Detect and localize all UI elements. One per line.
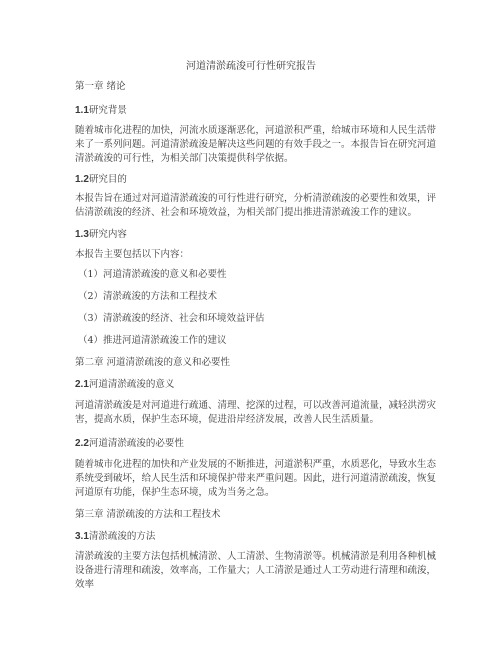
list-item: （1）河道清淤疏浚的意义和必要性 <box>78 269 227 280</box>
paragraph-1-1: 随着城市化进程的加快，河流水质逐渐恶化，河道淤积严重，给城市环境和人民生活带来了一系列问题。河道清淤疏浚是解决这些问题的有效手段之一。本报告旨在研究河道清淤疏浚的可行性，为相关部门决策提供科学依据。 <box>75 125 437 164</box>
section-2-2-heading <box>75 437 184 451</box>
list-item: （3）清淤疏浚的经济、社会和环境效益评估 <box>78 313 265 324</box>
section-1-3-heading <box>75 228 127 242</box>
section-3-1-heading <box>75 530 155 544</box>
section-number: 1.1 <box>75 105 89 116</box>
chapter-1-heading: 第一章 绪论 <box>75 81 126 92</box>
section-number: 2.1 <box>75 379 89 390</box>
section-number: 1.3 <box>75 229 89 240</box>
section-number: 1.2 <box>75 174 89 185</box>
section-title: 河道清淤疏浚的必要性 <box>88 438 184 449</box>
paragraph-1-3: 本报告主要包括以下内容： <box>75 249 190 260</box>
paragraph-1-2: 本报告旨在通过对河道清淤疏浚的可行性进行研究，分析清淤疏浚的必要性和效果，评估清淤疏浚的经济、社会和环境效益，为相关部门提出推进清淤疏浚工作的建议。 <box>75 193 437 218</box>
section-2-1-heading <box>75 378 174 392</box>
section-number: 2.2 <box>75 438 89 449</box>
document-title: 河道清淤疏浚可行性研究报告 <box>186 61 316 72</box>
section-title: 清淤疏浚的方法 <box>88 531 156 542</box>
section-1-2-heading <box>75 173 127 187</box>
section-number: 3.1 <box>75 531 89 542</box>
paragraph-3-1: 清淤疏浚的主要方法包括机械清淤、人工清淤、生物清淤等。机械清淤是利用各种机械设备进行清理和疏浚，效率高，工作量大；人工清淤是通过人工劳动进行清理和疏浚，效率 <box>75 551 437 590</box>
list-item: （4）推进河道清淤疏浚工作的建议 <box>78 335 227 346</box>
paragraph-2-2: 随着城市化进程的加快和产业发展的不断推进，河道淤积严重，水质恶化，导致水生态系统受到破坏，给人民生活和环境保护带来严重问题。因此，进行河道清淤疏浚，恢复河道原有功能，保护生态环境，成为当务之急。 <box>75 459 437 498</box>
paragraph-2-1: 河道清淤疏浚是对河道进行疏通、清理、挖深的过程，可以改善河道流量，减轻洪涝灾害，提高水质，保护生态环境，促进沿岸经济发展，改善人民生活质量。 <box>75 400 437 425</box>
chapter-2-heading: 第二章 河道清淤疏浚的意义和必要性 <box>75 357 231 368</box>
section-1-1-heading <box>75 104 127 118</box>
section-title: 研究目的 <box>88 174 127 185</box>
list-item: （2）清淤疏浚的方法和工程技术 <box>78 291 218 302</box>
section-title: 河道清淤疏浚的意义 <box>88 379 175 390</box>
section-title: 研究内容 <box>88 229 127 240</box>
chapter-3-heading: 第三章 清淤疏浚的方法和工程技术 <box>75 509 221 520</box>
section-title: 研究背景 <box>88 105 127 116</box>
